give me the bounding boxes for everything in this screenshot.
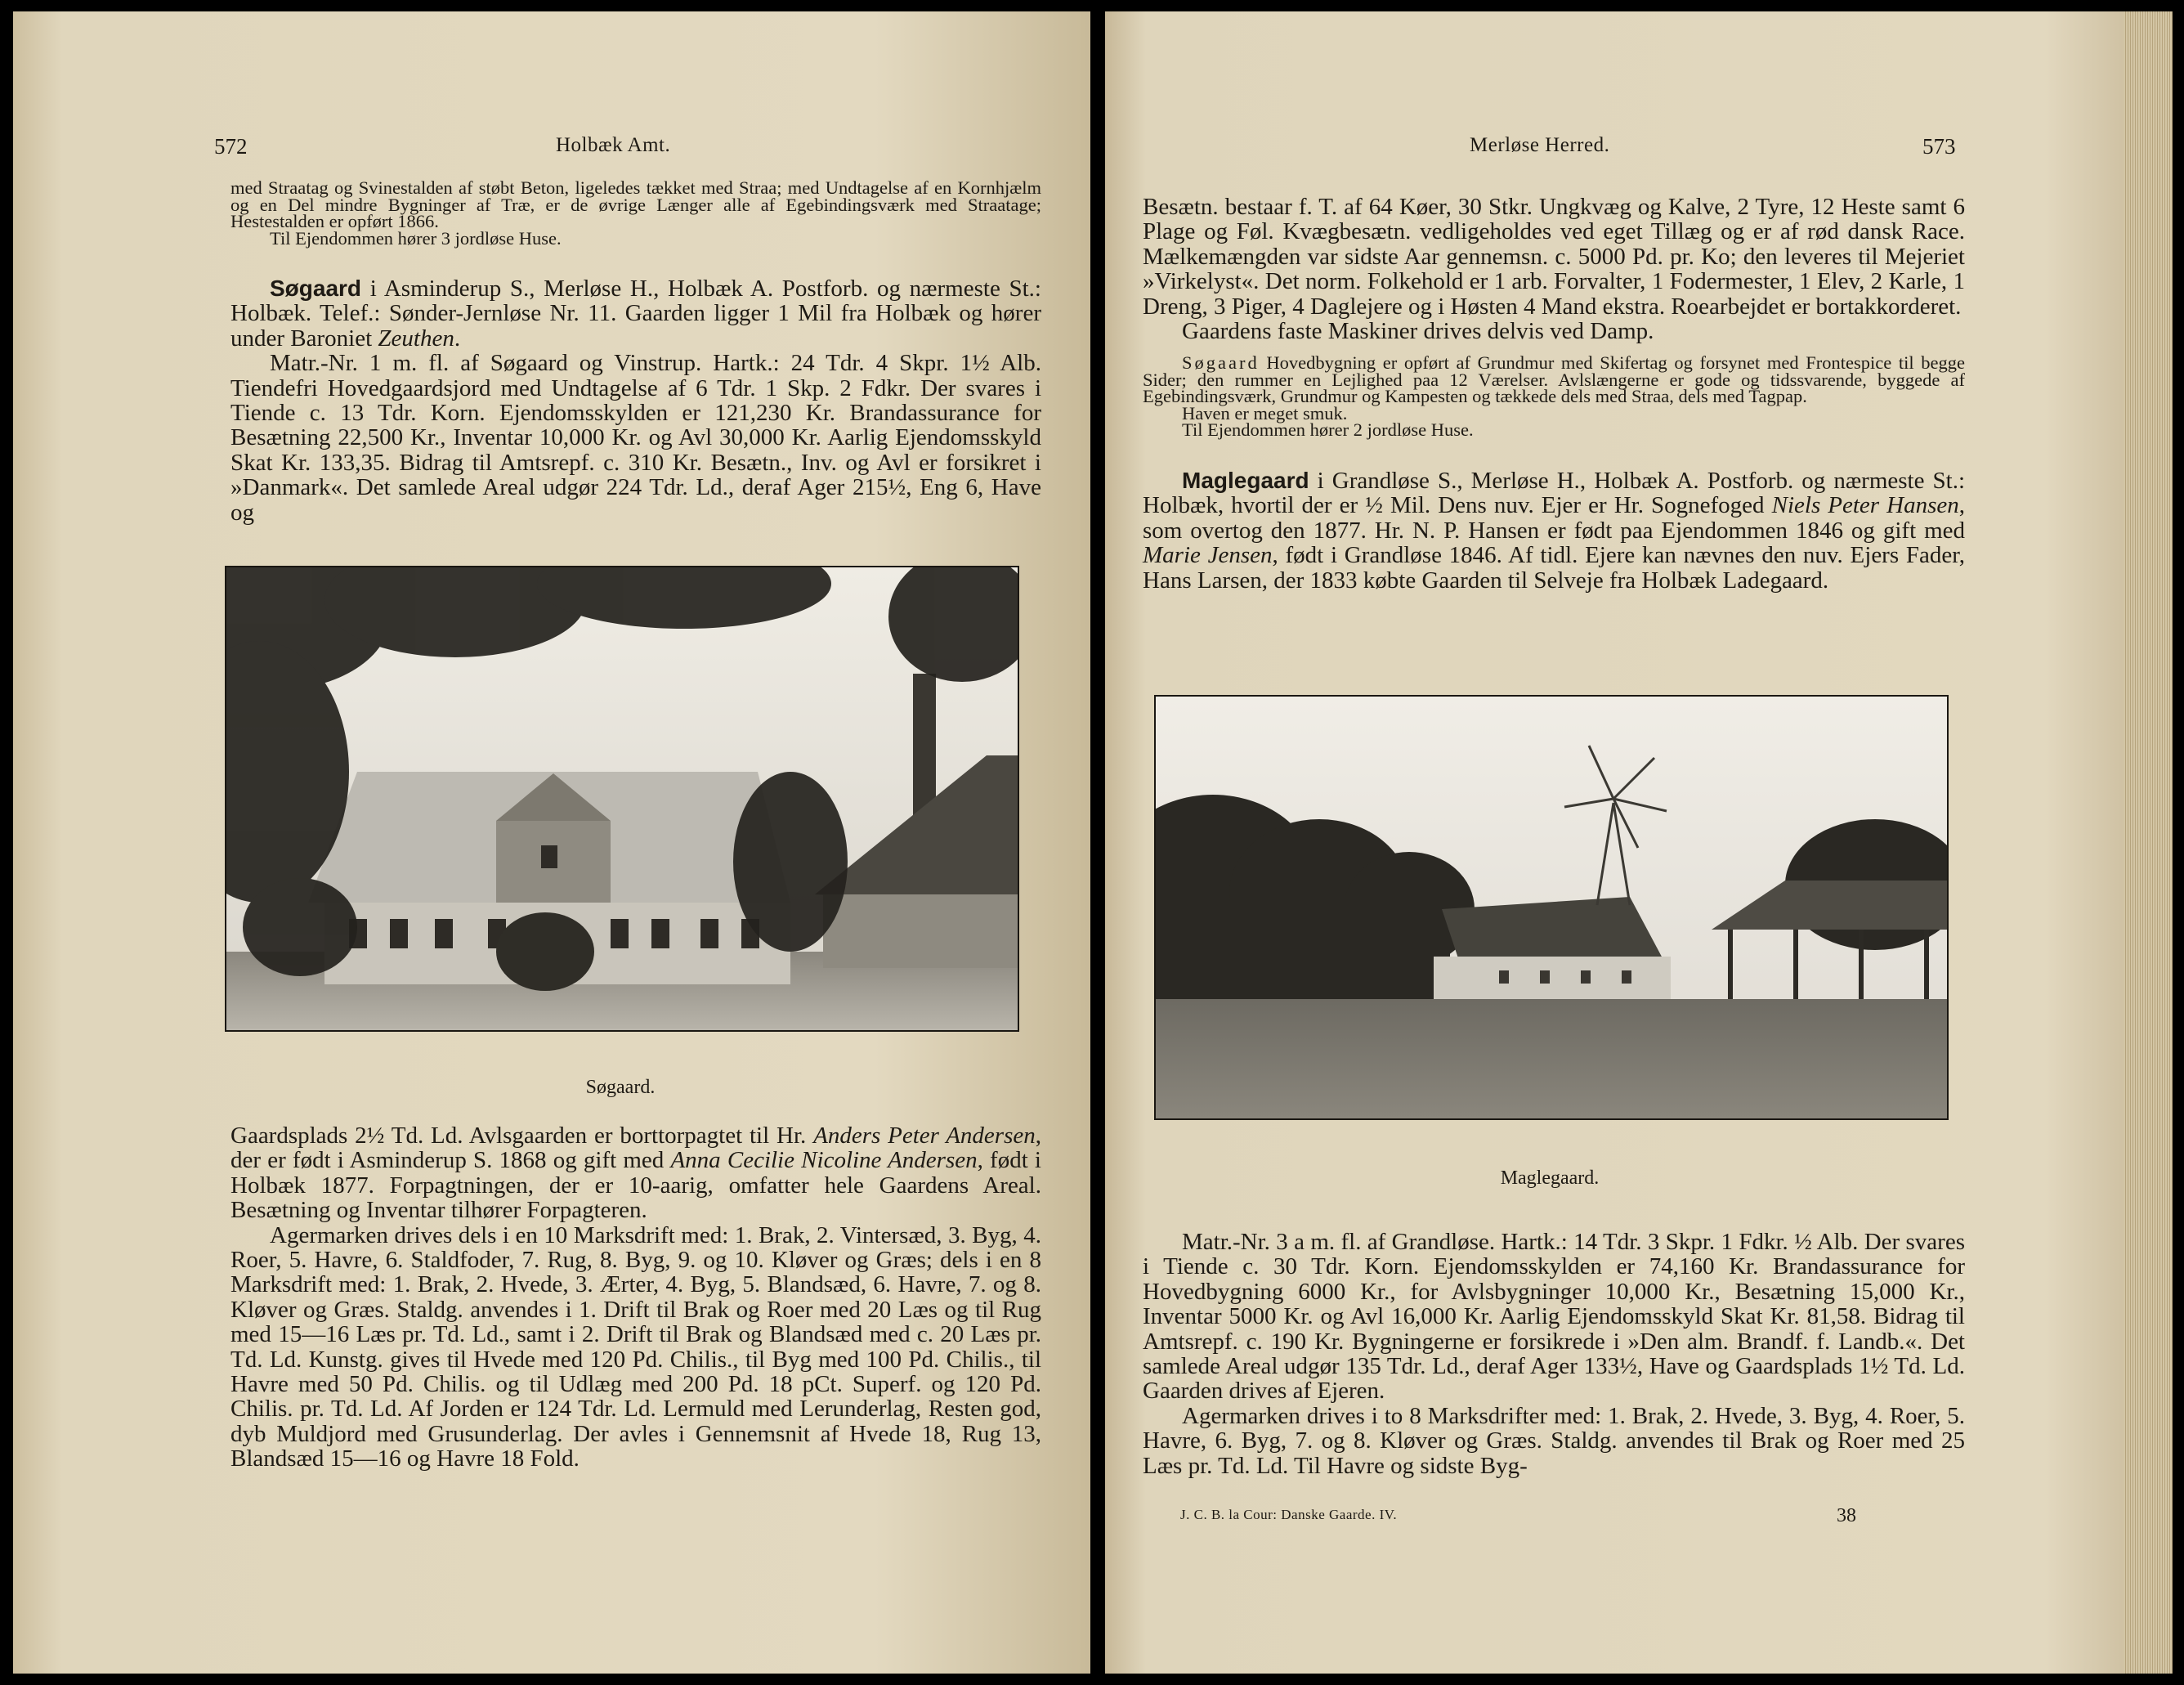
houses-note: Til Ejendommen hører 2 jordløse Huse. — [1182, 419, 1474, 441]
page-number: 572 — [214, 134, 248, 159]
footer-credit: J. C. B. la Cour: Danske Gaarde. IV. — [1180, 1507, 1398, 1522]
soegaard-photo — [225, 566, 1019, 1032]
running-head: Holbæk Amt. — [556, 134, 671, 156]
entry-name: Søgaard — [270, 276, 362, 301]
garden-note: Haven er meget smuk. — [1182, 402, 1348, 423]
entry-intro-paragraph: Maglegaard i Grandløse S., Merløse H., Holbæk A. Postforb. og nærmeste St.: Holbæk, hvortil der er ½ Mil. Dens nuv. Ejer er Hr. Sognefoged Niels Peter Hansen, som overtog den 1877. Hr. N. P. Hansen er født paa Ejendommen 1846 og gift med Marie Jensen, født i Grandløse 1846. Af tidl. Ejere kan nævnes den nuv. Ejers Fader, Hans Larsen, der 1833 købte Gaarden til Selveje fra Holbæk Ladegaard. — [1143, 467, 1965, 594]
text-block-bottom — [230, 1123, 1041, 1472]
intro-small-paragraph: med Straatag og Svinestalden af støbt Beton, ligeledes tækket med Straa; med Undtagelse af en Kornhjælm og en Del mindre Bygninger af Træ, er de øvrige Længer alle af Egebindingsværk med Straatage; Hestestalden er opført 1866. — [230, 177, 1041, 231]
signature-mark: 38 — [1837, 1505, 1856, 1526]
book-page-edge — [2124, 11, 2173, 1674]
owner-wife-name: Marie Jensen — [1143, 542, 1273, 569]
text-block-top — [230, 177, 1041, 526]
matr-paragraph: Matr.-Nr. 1 m. fl. af Søgaard og Vinstrup. Hartk.: 24 Tdr. 4 Skpr. 1½ Alb. Tiendefri Hovedgaardsjord med Undtagelse af 6 Tdr. 1 Skp. 2 Fdkr. Der svares i Tiende c. 13 Tdr. Korn. Ejendomsskylden er 121,230 Kr. Brandassurance for Besætning 22,500 Kr., Inventar 10,000 Kr. og Avl 30,000 Kr. Aarlig Ejendomsskyld Skat Kr. 133,35. Bidrag til Amtsrepf. c. 310 Kr. Besætn., Inv. og Avl er forsikret i »Danmark«. Det samlede Areal udgør 224 Tdr. Ld., deraf Ager 215½, Eng 6, Have og — [230, 350, 1041, 526]
owner-name: Niels Peter Hansen — [1771, 492, 1959, 519]
tenant-name: Anders Peter Andersen — [813, 1123, 1036, 1149]
maglegaard-photo — [1154, 695, 1949, 1120]
text-block-top — [1143, 195, 1965, 593]
photo-caption: Maglegaard. — [1500, 1167, 1600, 1189]
matr-paragraph: Matr.-Nr. 3 a m. fl. af Grandløse. Hartk.: 14 Tdr. 3 Skpr. 1 Fdkr. ½ Alb. Der svares i Tiende c. 30 Tdr. Korn. Ejendomsskylden er 74,160 Kr. Brandassurance for Hovedbygning 6000 Kr., for Avlsbygninger 10,000 Kr., Besætning 15,000 Kr., Inventar 5000 Kr. og Avl 16,000 Kr. Aarlig Ejendomsskyld Skat Kr. 81,58. Bidrag til Amtsrepf. c. 190 Kr. Bygningerne er forsikrede i »Den alm. Brandf. f. Landb.«. Det samlede Areal udgør 135 Tdr. Ld., deraf Ager 133½, Have og Gaardsplads 1½ Td. Ld. Gaarden drives af Ejeren. — [1143, 1229, 1965, 1405]
besaetning-paragraph: Besætn. bestaar f. T. af 64 Køer, 30 Stkr. Ungkvæg og Kalve, 2 Tyre, 12 Heste samt 6 Plage og Føl. Kvægbesætn. vedligeholdes ved eget Tillæg og er af rød dansk Race. Mælkemængden var sidste Aar gennemsn. c. 5000 Pd. pr. Ko; den leveres til Mejeriet »Virkelyst«. Det norm. Folkehold er 1 arb. Forvalter, 1 Fodermester, 1 Elev, 2 Karle, 1 Dreng, 3 Piger, 4 Daglejere og i Høsten 4 Mand ekstra. Roearbejdet er bortakkorderet. — [1143, 194, 1965, 320]
buildings-paragraph: Søgaard Hovedbygning er opført af Grundmur med Skifertag og forsynet med Frontespice til begge Sider; den rummer en Lejlighed paa 12 Værelser. Avlslængerne er gode og tidssvarende, byggede af Egebindingsværk, Grundmur og Kampesten og tækkede dels med Straa, dels med Tagpap. — [1143, 352, 1965, 407]
entry-name: Maglegaard — [1182, 467, 1309, 493]
entry-intro-paragraph: Søgaard i Asminderup S., Merløse H., Holbæk A. Postforb. og nærmeste St.: Holbæk. Telef.: Sønder-Jernløse Nr. 11. Gaarden ligger 1 Mil fra Holbæk og hører under Baroniet Zeuthen. — [230, 276, 1041, 352]
right-page — [1105, 11, 2173, 1674]
page-number: 573 — [1922, 134, 1956, 159]
farmhouse-illustration — [226, 567, 1018, 1030]
maskiner-paragraph: Gaardens faste Maskiner drives delvis ved Damp. — [1182, 318, 1654, 345]
agermark-paragraph: Agermarken drives dels i en 10 Marksdrift med: 1. Brak, 2. Vintersæd, 3. Byg, 4. Roer, 5. Havre, 6. Staldfoder, 7. Rug, 8. Byg, 9. og 10. Kløver og Græs; dels i en 8 Marksdrift med: 1. Brak, 2. Hvede, 3. Ærter, 4. Byg, 5. Blandsæd, 6. Havre, 7. og 8. Kløver og Græs. Staldg. anvendes i 1. Drift til Brak og Roer med 20 Læs og til Rug med 15—16 Læs pr. Td. Ld., samt i 2. Drift til Brak og Blandsæd med c. 20 Læs pr. Td. Ld. Kunstg. gives til Hvede med 120 Pd. Chilis., til Byg med 100 Pd. Chilis., til Havre med 50 Pd. Chilis. og til Udlæg med 200 Pd. 18 pCt. Superf. og 120 Pd. Chilis. pr. Td. Ld. Af Jorden er 124 Tdr. Ld. Lermuld med Lerunderlag, Resten god, dyb Muldjord med Grusunderlag. Der avles i Gennemsnit af Hvede 18, Rug 13, Blandsæd 15—16 og Havre 18 Fold. — [230, 1221, 1041, 1472]
intro-small-houses: Til Ejendommen hører 3 jordløse Huse. — [270, 227, 562, 249]
tenant-paragraph: Gaardsplads 2½ Td. Ld. Avlsgaarden er borttorpagtet til Hr. Anders Peter Andersen, der er født i Asminderup S. 1868 og gift med Anna Cecilie Nicoline Andersen, født i Holbæk 1877. Forpagtningen, der er 10-aarig, omfatter hele Gaardens Areal. Besætning og Inventar tilhører Forpagteren. — [230, 1123, 1042, 1224]
tenant-wife-name: Anna Cecilie Nicoline Andersen — [670, 1147, 978, 1174]
left-page — [13, 11, 1090, 1674]
running-head: Merløse Herred. — [1470, 134, 1610, 156]
text-block-bottom — [1143, 1230, 1965, 1478]
agermark-paragraph: Agermarken drives i to 8 Marksdrifter med: 1. Brak, 2. Hvede, 3. Byg, 4. Roer, 5. Havre, 6. Byg, 7. og 8. Kløver og Græs. Staldg. anvendes til Brak og Roer med 25 Læs pr. Td. Ld. Til Havre og sidste Byg- — [1143, 1402, 1965, 1479]
farm-windmill-illustration — [1156, 697, 1947, 1118]
photo-caption: Søgaard. — [585, 1077, 656, 1098]
